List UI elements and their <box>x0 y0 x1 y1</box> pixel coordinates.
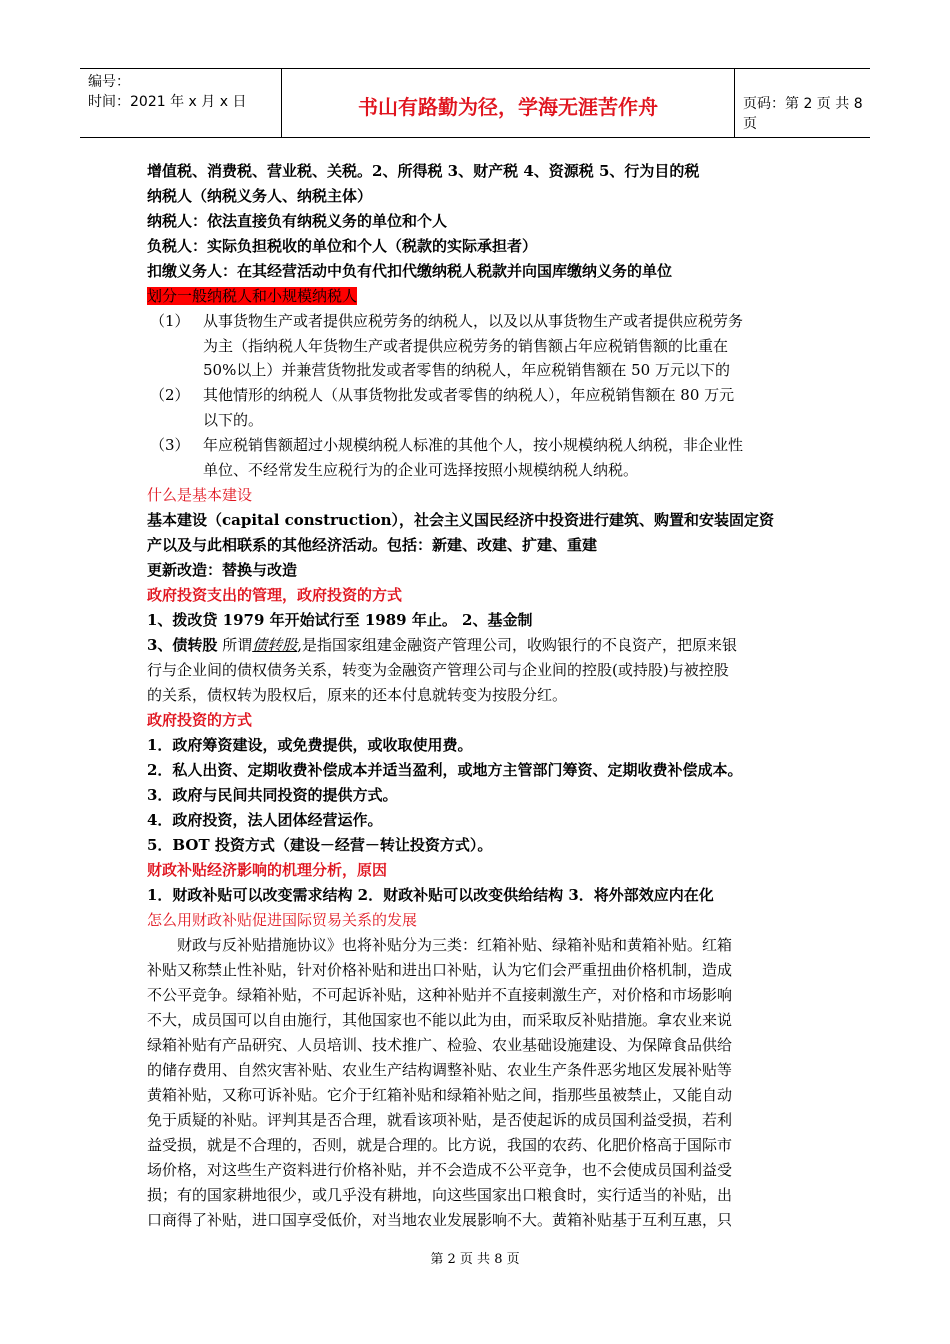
method-2: 2．私人出资、定期收费补偿成本并适当盈利，或地方主管部门筹资、定期收费补偿成本。 <box>147 761 743 779</box>
header-page-cell <box>735 69 870 137</box>
paragraph-line-4: 不大，成员国可以自由施行，其他国家也不能以此为由，而采取反补贴措施。拿农业来说 <box>147 1011 733 1029</box>
item-1-line-b: 为主（指纳税人年货物生产或者提供应税劳务的销售额占年应税销售额的比重在 <box>203 337 729 355</box>
debt-to-equity-line-a <box>147 634 737 656</box>
heading-gov-investment-methods: 政府投资的方式 <box>147 711 253 729</box>
paragraph-line-6: 的储存费用、自然灾害补贴、农业生产结构调整补贴、农业生产条件恶劣地区发展补贴等 <box>147 1061 733 1079</box>
capital-construction-line-b: 产以及与此相联系的其他经济活动。包括：新建、改建、扩建、重建 <box>147 536 598 554</box>
paragraph-line-5: 绿箱补贴有产品研究、人员培训、技术推广、检验、农业基础设施建设、为保障食品供给 <box>147 1036 733 1054</box>
header-meta-cell <box>80 69 281 137</box>
date-line: 时间：2021 年 x 月 x 日 <box>88 94 247 110</box>
header-motto-cell <box>281 69 735 137</box>
item-1-number: （1） <box>150 312 190 330</box>
page-header <box>80 68 870 138</box>
paragraph-line-11: 损；有的国家耕地很少，或几乎没有耕地，向这些国家出口粮食时，实行适当的补贴，出 <box>147 1186 733 1204</box>
paragraph-line-8: 免于质疑的补贴。评判其是否合理，就看该项补贴，是否使起诉的成员国利益受损，若利 <box>147 1111 733 1129</box>
item-1-line-c: 50%以上）并兼营货物批发或者零售的纳税人，年应税销售额在 50 万元以下的 <box>203 361 730 379</box>
paragraph-line-9: 益受损，就是不合理的，否则，就是合理的。比方说，我国的农药、化肥价格高于国际市 <box>147 1136 733 1154</box>
heading-capital-construction: 什么是基本建设 <box>147 486 253 504</box>
debt-to-equity-line-c: 的关系，债权转为股权后，原来的还本付息就转变为按股分红。 <box>147 686 568 704</box>
highlighted-text: 划分一般纳税人和小规模纳税人 <box>147 287 358 305</box>
paragraph-line-2: 补贴又称禁止性补贴，针对价格补贴和进出口补贴，认为它们会严重扭曲价格机制，造成 <box>147 961 733 979</box>
item-1-line-a: 从事货物生产或者提供应税劳务的纳税人，以及以从事货物生产或者提供应税劳务 <box>203 312 744 330</box>
item-3-number: （3） <box>150 436 190 454</box>
paragraph-line-12: 口商得了补贴，进口国享受低价，对当地农业发展影响不大。黄箱补贴基于互利互惠，只 <box>147 1211 733 1229</box>
line-withholding-agent: 扣缴义务人：在其经营活动中负有代扣代缴纳税人税款并向国库缴纳义务的单位 <box>147 262 673 280</box>
method-3: 3．政府与民间共同投资的提供方式。 <box>147 786 398 804</box>
serial-label: 编号： <box>88 74 130 90</box>
method-1: 1．政府筹资建设，或免费提供，或收取使用费。 <box>147 736 473 754</box>
item-3-line-a: 年应税销售额超过小规模纳税人标准的其他个人，按小规模纳税人纳税，非企业性 <box>203 436 744 454</box>
debt-to-equity-term: 债转股 <box>252 636 298 654</box>
item-2-number: （2） <box>150 386 190 404</box>
line-taxpayer: 纳税人（纳税义务人、纳税主体） <box>147 187 373 205</box>
item-2-line-b: 以下的。 <box>203 411 264 429</box>
capital-construction-line-a: 基本建设（capital construction），社会主义国民经济中投资进行建筑、购置和安装固定资 <box>147 511 775 529</box>
subsidy-effects-line: 1．财政补贴可以改变需求结构 2．财政补贴可以改变供给结构 3．将外部效应内在化 <box>147 886 714 904</box>
motto: 书山有路勤为径，学海无涯苦作舟 <box>358 95 658 119</box>
heading-subsidy-trade: 怎么用财政补贴促进国际贸易关系的发展 <box>147 911 418 929</box>
page-footer: 第 2 页 共 8 页 <box>430 1252 520 1267</box>
item-2-line-a: 其他情形的纳税人（从事货物批发或者零售的纳税人），年应税销售额在 80 万元 <box>203 386 735 404</box>
paragraph-line-3: 不公平竞争。绿箱补贴，不可起诉补贴，这种补贴并不直接刺激生产，对价格和市场影响 <box>147 986 733 1004</box>
line-tax-bearer: 负税人：实际负担税收的单位和个人（税款的实际承担者） <box>147 237 538 255</box>
line-taxpayer-def: 纳税人：依法直接负有纳税义务的单位和个人 <box>147 212 448 230</box>
method-4: 4．政府投资，法人团体经营运作。 <box>147 811 383 829</box>
debt-to-equity-lead: 3、债转股 <box>147 636 218 654</box>
debt-to-equity-line-b: 行与企业间的债权债务关系，转变为金融资产管理公司与企业间的控股(或持股)与被控股 <box>147 661 729 679</box>
capital-construction-line-c: 更新改造：替换与改造 <box>147 561 298 579</box>
paragraph-line-7: 黄箱补贴，又称可诉补贴。它介于红箱补贴和绿箱补贴之间，指那些虽被禁止，又能自动 <box>147 1086 733 1104</box>
method-5: 5．BOT 投资方式（建设－经营－转让投资方式）。 <box>147 836 493 854</box>
heading-subsidy-mechanism: 财政补贴经济影响的机理分析，原因 <box>147 861 388 879</box>
heading-gov-investment-management: 政府投资支出的管理，政府投资的方式 <box>147 586 403 604</box>
page-info: 页码：第 2 页 共 8 页 <box>743 96 863 132</box>
item-3-line-b: 单位、不经常发生应税行为的企业可选择按照小规模纳税人纳税。 <box>203 461 639 479</box>
investment-methods-line: 1、拨改贷 1979 年开始试行至 1989 年止。 2、基金制 <box>147 611 533 629</box>
highlight-heading <box>147 285 357 307</box>
paragraph-line-1: 财政与反补贴措施协议》也将补贴分为三类：红箱补贴、绿箱补贴和黄箱补贴。红箱 <box>177 936 733 954</box>
debt-to-equity-pre: 所谓 <box>217 636 253 654</box>
paragraph-line-10: 场价格，对这些生产资料进行价格补贴，并不会造成不公平竞争，也不会使成员国利益受 <box>147 1161 733 1179</box>
debt-to-equity-rest: ,是指国家组建金融资产管理公司，收购银行的不良资产，把原来银 <box>297 636 738 654</box>
line-tax-types: 增值税、消费税、营业税、关税。2、所得税 3、财产税 4、资源税 5、行为目的税 <box>147 162 700 180</box>
